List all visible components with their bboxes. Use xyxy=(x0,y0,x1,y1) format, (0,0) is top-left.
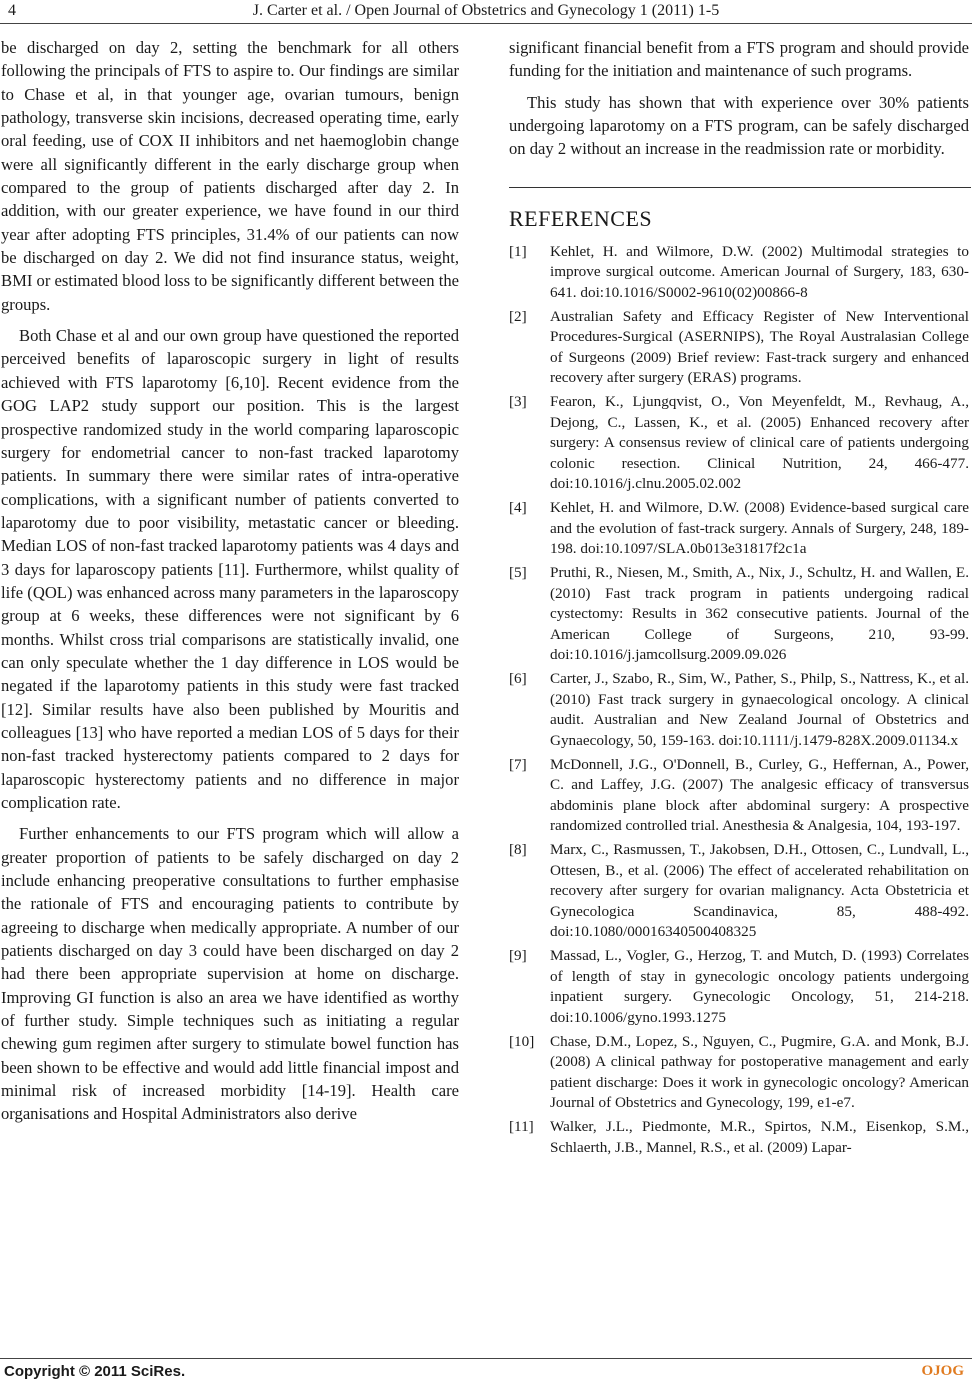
reference-text: Kehlet, H. and Wilmore, D.W. (2002) Multimodal strategies to improve surgical outcome. American Journal of Surgery, 183, 630-641. doi:10.1016/S0002-9610(02)00866-8 xyxy=(550,242,969,301)
reference-text: Chase, D.M., Lopez, S., Nguyen, C., Pugmire, G.A. and Monk, B.J. (2008) A clinical pathway for postoperative management and early patient discharge: Does it work in gynecologic oncology? American Journal of Obstetrics and Gynecology, 199, e1-e7. xyxy=(550,1032,969,1112)
reference-number: [5] xyxy=(509,564,527,582)
reference-text: Fearon, K., Ljungqvist, O., Von Meyenfeldt, M., Revhaug, A., Dejong, C., Lassen, K., et al. (2005) Enhanced recovery after surgery: A consensus review of clinical care of patients undergoing colonic resection. Clinical Nutrition, 24, 466-477. doi:10.1016/j.clnu.2005.02.002 xyxy=(550,393,969,493)
reference-item xyxy=(509,946,969,1028)
reference-number: [11] xyxy=(509,1118,534,1136)
reference-number: [8] xyxy=(509,841,527,859)
body-paragraph: Both Chase et al and our own group have questioned the reported perceived benefits of laparoscopic surgery in light of results achieved with FTS laparotomy [6,10]. Recent evidence from the GOG LAP2 study support our position. This is the largest prospective randomized study in the world comparing laparoscopic surgery for endometrial cancer to non-fast tracked laparotomy patients. In summary there were similar rates of intra-operative complications, with a significant number of patients converted to laparotomy due to poor visibility, metastatic cancer or bleeding. Median LOS of non-fast tracked laparotomy patients was 4 days and 3 days for laparoscopy patients [11]. Furthermore, whilst quality of life (QOL) was enhanced across many parameters in the laparoscopy group at 6 weeks, these differences were not significant by 6 months. Whilst cross trial comparisons are statistically invalid, one can only speculate whether the 1 day difference in LOS would be negated if the laparotomy patients in this study were fast tracked [12]. Similar results have also been published by Mouritis and colleagues [13] who have reported a median LOS of 5 days for their non-fast tracked hysterectomy patients compared to 2 days for laparoscopic hysterectomy patients and no difference in major complication rate. xyxy=(1,326,459,812)
reference-item xyxy=(509,669,969,751)
reference-item xyxy=(509,392,969,495)
journal-abbreviation: OJOG xyxy=(921,1363,964,1379)
left-column xyxy=(1,36,459,1126)
reference-text: Carter, J., Szabo, R., Sim, W., Pather, S., Philp, S., Nattress, K., et al. (2010) Fast track surgery in gynaecological oncology. A clinical audit. Australian and New Zealand Journal of Obstetrics and Gynaecology, 50, 159-163. doi:10.1111/j.1479-828X.2009.01134.x xyxy=(550,670,969,749)
footer-rule xyxy=(0,1358,972,1359)
header-rule xyxy=(0,23,972,24)
body-paragraph: Further enhancements to our FTS program which will allow a greater proportion of patients to be safely discharged on day 2 include enhancing preoperative consultations to further emphasise the rationale of FTS and encouraging patients to contribute by agreeing to discharge when medically appropriate. A number of our patients discharged on day 3 could have been discharged on day 2 had there been appropriate supervision at home on discharge. Improving GI function is also an area we have identified as worthy of further study. Simple techniques such as initiating a regular chewing gum regimen after surgery to stimulate bowel function has been shown to be effective and would add little financial impost and minimal risk of increased morbidity [14-19]. Health care organisations and Hospital Administrators also derive xyxy=(1,824,459,1124)
reference-item xyxy=(509,563,969,666)
reference-item xyxy=(509,1117,969,1158)
page-header xyxy=(0,0,972,22)
reference-list xyxy=(509,242,969,1159)
reference-number: [9] xyxy=(509,947,527,965)
reference-text: Kehlet, H. and Wilmore, D.W. (2008) Evidence-based surgical care and the evolution of fast-track surgery. Annals of Surgery, 248, 189-198. doi:10.1097/SLA.0b013e31817f2c1a xyxy=(550,499,969,558)
reference-item xyxy=(509,1032,969,1114)
references-heading: REFERENCES xyxy=(509,205,653,231)
reference-item xyxy=(509,840,969,943)
reference-number: [2] xyxy=(509,307,527,325)
copyright-notice: Copyright © 2011 SciRes. xyxy=(4,1363,186,1380)
running-head: J. Carter et al. / Open Journal of Obstetrics and Gynecology 1 (2011) 1-5 xyxy=(252,2,720,19)
reference-number: [7] xyxy=(509,755,527,773)
reference-number: [10] xyxy=(509,1032,535,1050)
reference-text: Marx, C., Rasmussen, T., Jakobsen, D.H., Ottosen, C., Lundvall, L., Ottesen, B., et al. (2006) The effect of accelerated rehabilitation on recovery after surgery for ovarian malignancy. Acta Obstetricia et Gynecologica Scandinavica, 85, 488-492. doi:10.1080/00016340500408325 xyxy=(550,841,969,941)
reference-text: Pruthi, R., Niesen, M., Smith, A., Nix, J., Schultz, H. and Wallen, E. (2010) Fast track program in patients undergoing radical cystectomy: Results in 362 consecutive patients. Journal of the American College of Surgeons, 210, 93-99. doi:10.1016/j.jamcollsurg.2009.09.026 xyxy=(550,564,969,664)
reference-text: Australian Safety and Efficacy Register of New Interventional Procedures-Surgical (ASERNIPS), The Royal Australasian College of Surgeons (2009) Brief review: Fast-track surgery and enhanced recovery after surgery (ERAS) programs. xyxy=(550,307,969,387)
reference-item xyxy=(509,242,969,304)
reference-item xyxy=(509,755,969,837)
reference-number: [4] xyxy=(509,499,527,517)
reference-text: Walker, J.L., Piedmonte, M.R., Spirtos, N.M., Eisenkop, S.M., Schlaerth, J.B., Mannel, R.S., et al. (2009) Lapar- xyxy=(550,1118,969,1156)
reference-number: [6] xyxy=(509,670,527,688)
page-number: 4 xyxy=(8,2,16,19)
reference-text: McDonnell, J.G., O'Donnell, B., Curley, G., Heffernan, A., Power, C. and Laffey, J.G. (2007) The analgesic efficacy of transversus abdominis plane block after abdominal surgery: A prospective randomized controlled trial. Anesthesia & Analgesia, 104, 193-197. xyxy=(550,755,969,835)
reference-number: [3] xyxy=(509,393,527,411)
body-paragraph: significant financial benefit from a FTS program and should provide funding for the initiation and maintenance of such programs. xyxy=(509,38,969,81)
body-paragraph: be discharged on day 2, setting the benchmark for all others following the principals of FTS to aspire to. Our findings are similar to Chase et al, in that younger age, ovarian tumours, benign pathology, transverse skin incisions, decreased operating time, early oral feeding, use of COX II inhibitors and net haemoglobin change were all significantly different in the early discharge group when compared to the group of patients discharged after day 2. In addition, with our greater experience, we have found in our third year after adopting FTS principles, 31.4% of our patients can now be discharged on day 2. We did not find insurance status, weight, BMI or estimated blood loss to be significantly different between the groups. xyxy=(1,38,459,314)
body-paragraph: This study has shown that with experience over 30% patients undergoing laparotomy on a FTS program, can be safely discharged on day 2 without an increase in the readmission rate or morbidity. xyxy=(509,92,969,159)
reference-item xyxy=(509,307,969,389)
page-footer xyxy=(0,1362,972,1384)
reference-number: [1] xyxy=(509,242,527,260)
reference-item xyxy=(509,498,969,560)
right-column xyxy=(509,36,969,1162)
reference-text: Massad, L., Vogler, G., Herzog, T. and Mutch, D. (1993) Correlates of length of stay in gynecologic oncology patients undergoing inpatient surgery. Gynecologic Oncology, 51, 214-218. doi:10.1006/gyno.1993.1275 xyxy=(550,947,969,1026)
references-rule xyxy=(509,187,971,188)
